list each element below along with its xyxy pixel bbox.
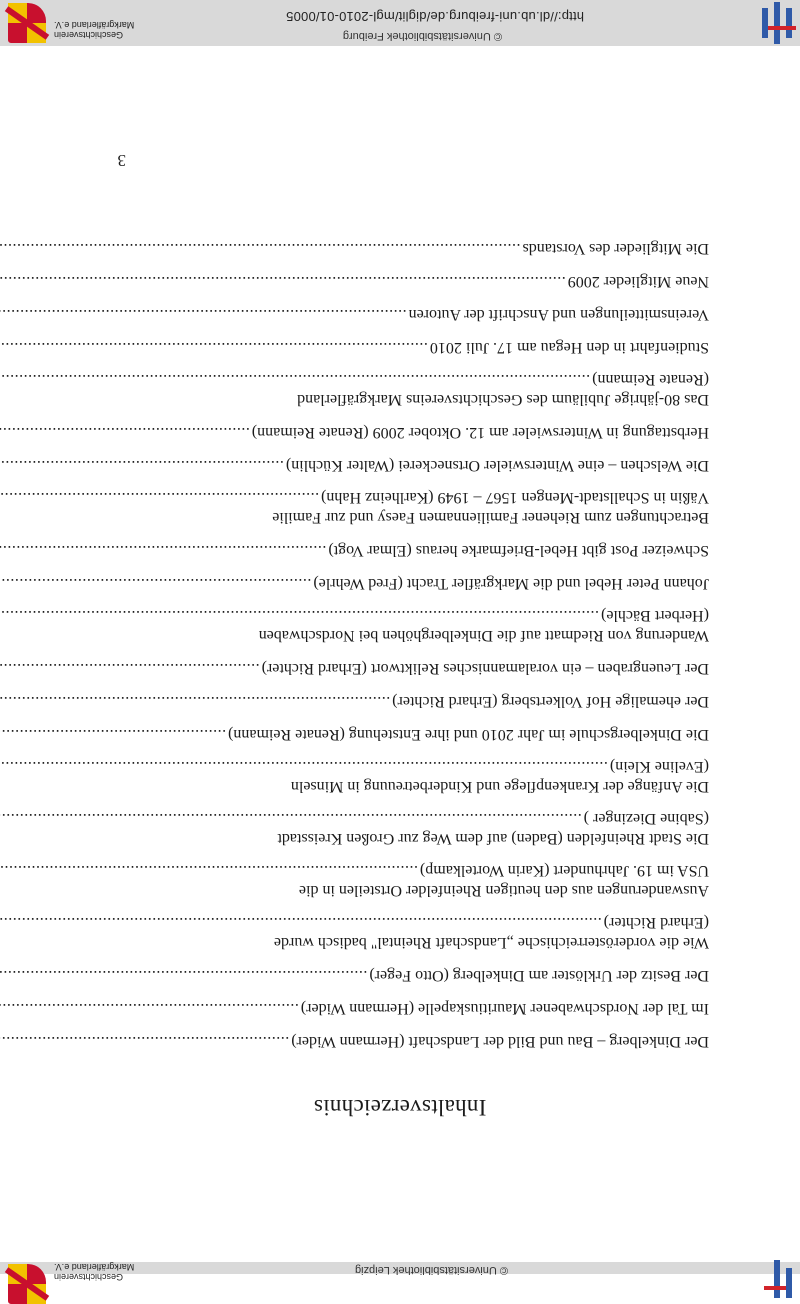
toc-entry-row xyxy=(111,239,709,257)
header-association: Geschichtsverein Markgräflerland e.V. xyxy=(54,1262,135,1282)
toc-entry xyxy=(111,805,709,857)
toc-entry-title-line: Betrachtungen zum Riehener Familiennamen Faesy und zur Familie xyxy=(272,509,709,526)
toc-entry xyxy=(111,994,709,1027)
toc-entry-row xyxy=(111,913,709,931)
toc-title: Inhaltsverzeichnis xyxy=(313,1095,487,1120)
toc-entry xyxy=(111,234,709,267)
toc-entry-text: Der Besitz der Urklöster am Dinkelberg (Otto Feger) xyxy=(369,967,709,984)
leader-dots xyxy=(0,239,521,257)
leader-dots xyxy=(0,305,407,323)
leader-dots xyxy=(0,861,418,879)
leader-dots xyxy=(0,574,311,592)
leader-dots xyxy=(0,966,367,984)
leader-dots xyxy=(0,606,599,624)
toc-entry-title-line: Die Anfänge der Krankenpflege und Kinderbetreuung in Minseln xyxy=(290,778,709,795)
toc-entry xyxy=(111,654,709,687)
toc-entry xyxy=(111,687,709,720)
leader-dots xyxy=(0,272,566,290)
header-copyright: © Universitätsbibliothek Leipzig xyxy=(354,1264,508,1276)
footer-association: Geschichtsverein Markgräflerland e.V. xyxy=(54,20,135,40)
table-of-contents xyxy=(111,234,709,1060)
header-bar xyxy=(0,1262,800,1282)
toc-entry-text: Schweizer Post gibt Hebel-Briefmarke heraus (Elmar Vogt) xyxy=(328,542,709,559)
leader-dots xyxy=(0,423,250,441)
leader-dots xyxy=(0,456,284,474)
toc-entry-row xyxy=(111,861,709,879)
coat-of-arms-icon xyxy=(8,3,46,43)
toc-entry-text: Studienfahrt in den Hegau am 17. Juli 2010 xyxy=(429,339,709,356)
toc-entry-title-line: Auswanderungen aus den heutigen Rheinfelder Ortsteilen in die xyxy=(298,882,709,899)
leader-dots xyxy=(0,338,428,356)
footer-permalink[interactable]: http://dl.ub.uni-freiburg.de/diglit/mgl-2010-01/0005 xyxy=(285,9,584,24)
page-number: 3 xyxy=(117,151,126,170)
toc-entry xyxy=(111,333,709,366)
toc-entry-row xyxy=(111,488,709,506)
toc-entry xyxy=(111,267,709,300)
toc-entry-text: (Erhard Richter) xyxy=(603,914,709,931)
toc-entry xyxy=(111,366,709,418)
toc-entry-text: Der Dinkelberg – Bau und Bild der Landschaft (Hermann Wider) xyxy=(291,1033,709,1050)
toc-entry-title-line: Das 80-jährige Jubiläum des Geschichtsvereins Markgräflerland xyxy=(297,391,709,408)
toc-entry-row xyxy=(111,574,709,592)
coat-of-arms-icon xyxy=(8,1264,46,1304)
toc-entry-text: Vereinsmitteilungen und Anschrift der Autoren xyxy=(408,306,709,323)
toc-entry-row xyxy=(111,338,709,356)
toc-entry-row xyxy=(111,541,709,559)
toc-entry-text: (Sabine Diezinger ) xyxy=(583,810,709,827)
toc-entry xyxy=(111,300,709,333)
leader-dots xyxy=(0,488,319,506)
leader-dots xyxy=(0,913,602,931)
toc-entry-row xyxy=(111,659,709,677)
leader-dots xyxy=(0,370,590,388)
toc-entry-text: (Renate Reimann) xyxy=(592,371,709,388)
toc-entry-text: Der Leuengraben – ein voralamannisches Reliktwort (Erhard Richter) xyxy=(261,660,709,677)
toc-entry-row xyxy=(111,757,709,775)
toc-entry-row xyxy=(111,809,709,827)
toc-entry-text: (Eveline Klein) xyxy=(609,758,709,775)
toc-entry xyxy=(111,909,709,961)
leader-dots xyxy=(0,692,390,710)
toc-entry xyxy=(111,602,709,654)
toc-entry xyxy=(111,484,709,536)
toc-entry-text: Neue Mitglieder 2009 xyxy=(567,273,709,290)
ub-logo-icon xyxy=(756,1260,796,1304)
toc-entry xyxy=(111,753,709,805)
toc-entry xyxy=(111,857,709,909)
footer-bar xyxy=(0,0,800,46)
toc-entry-row xyxy=(111,370,709,388)
leader-dots xyxy=(0,541,326,559)
toc-entry-row xyxy=(111,725,709,743)
leader-dots xyxy=(0,1032,289,1050)
toc-entry-text: Der ehemalige Hof Volkertsberg (Erhard Richter) xyxy=(392,693,709,710)
leader-dots xyxy=(0,757,608,775)
toc-entry-title-line: Wie die vorderösterreichische „Landschaft Rheintal" badisch wurde xyxy=(273,934,709,951)
toc-entry xyxy=(111,961,709,994)
toc-entry xyxy=(111,720,709,753)
toc-entry-text: Im Tal der Nordschwabener Mauritiuskapelle (Hermann Wider) xyxy=(300,1000,709,1017)
toc-entry-row xyxy=(111,272,709,290)
toc-entry-row xyxy=(111,1032,709,1050)
toc-entry-row xyxy=(111,305,709,323)
toc-entry-title-line: Wanderung von Riedmatt auf die Dinkelberghöhen bei Nordschwaben xyxy=(258,627,709,644)
leader-dots xyxy=(0,725,226,743)
toc-entry xyxy=(111,569,709,602)
toc-entry-text: USA im 19. Jahrhundert (Karin Wortelkamp) xyxy=(419,862,709,879)
toc-entry-text: Johann Peter Hebel und die Markgräfler Tracht (Fred Wehrle) xyxy=(313,575,709,592)
toc-entry-text: (Herbert Bächle) xyxy=(601,607,709,624)
toc-entry xyxy=(111,1027,709,1060)
toc-entry xyxy=(111,536,709,569)
toc-entry-row xyxy=(111,456,709,474)
footer-copyright: © Universitätsbibliothek Freiburg xyxy=(342,30,502,42)
toc-entry-text: Väßin in Schallstadt-Mengen 1567 – 1949 (Karlheinz Hahn) xyxy=(321,489,709,506)
toc-entry-row xyxy=(111,423,709,441)
toc-entry-row xyxy=(111,999,709,1017)
ub-logo-icon xyxy=(756,0,796,44)
toc-entry-row xyxy=(111,606,709,624)
toc-entry-text: Die Mitglieder des Vorstands xyxy=(522,240,709,257)
leader-dots xyxy=(0,999,299,1017)
toc-entry-row xyxy=(111,966,709,984)
leader-dots xyxy=(0,809,582,827)
toc-entry-text: Die Dinkelbergschule im Jahr 2010 und ihre Entstehung (Renate Reimann) xyxy=(228,726,709,743)
toc-entry-row xyxy=(111,692,709,710)
toc-entry-title-line: Die Stadt Rheinfelden (Baden) auf dem Weg zur Großen Kreisstadt xyxy=(277,830,709,847)
leader-dots xyxy=(0,659,260,677)
toc-entry xyxy=(111,451,709,484)
toc-entry-text: Die Welschen – eine Winterswieler Ortsneckerei (Walter Küchlin) xyxy=(285,457,709,474)
toc-entry-text: Herbsttagung in Winterswieler am 12. Oktober 2009 (Renate Reimann) xyxy=(251,424,709,441)
toc-entry xyxy=(111,418,709,451)
